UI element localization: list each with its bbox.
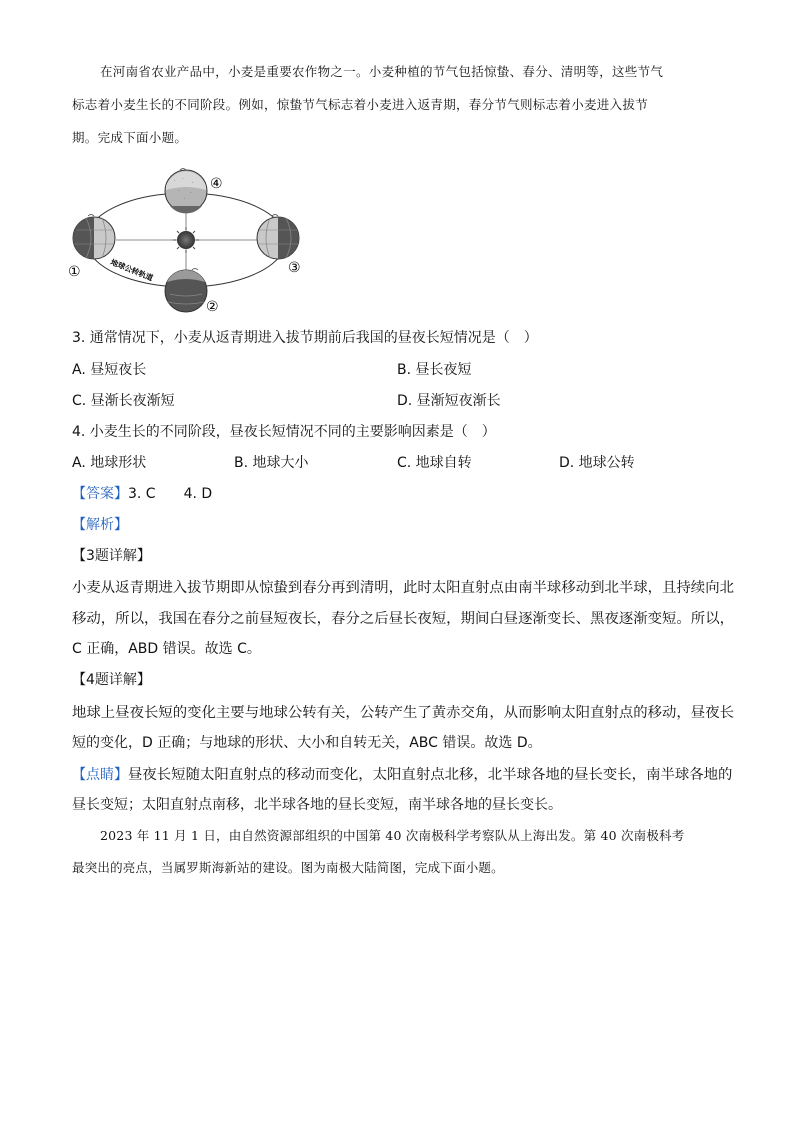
detail-3-label: 【3题详解】 xyxy=(72,548,151,564)
label-position-2: ② xyxy=(206,299,219,315)
tip-line-2: 昼长变短；太阳直射点南移，北半球各地的昼长变短，南半球各地的昼长变长。 xyxy=(72,797,562,813)
svg-text:·: · xyxy=(192,180,194,186)
tip-label: 【点睛】 xyxy=(72,767,128,783)
detail-3-line-1: 小麦从返青期进入拔节期即从惊蛰到春分再到清明，此时太阳直射点由南半球移动到北半球，且持续向北 xyxy=(72,580,734,596)
label-position-3: ③ xyxy=(288,260,301,276)
q4-option-b: B. 地球大小 xyxy=(234,455,309,471)
next-line-2: 最突出的亮点，当属罗斯海新站的建设。图为南极大陆简图，完成下面小题。 xyxy=(72,860,504,875)
svg-text:·: · xyxy=(184,196,186,202)
intro-line-1: 在河南省农业产品中，小麦是重要农作物之一。小麦种植的节气包括惊蛰、春分、清明等，这些节气 xyxy=(100,64,664,79)
q3-option-c: C. 昼渐长夜渐短 xyxy=(72,393,175,409)
next-line-1: 2023 年 11 月 1 日，由自然资源部组织的中国第 40 次南极科学考察队从上海出发。第 40 次南极科考 xyxy=(100,828,685,843)
detail-4-label: 【4题详解】 xyxy=(72,672,151,688)
label-position-4: ④ xyxy=(210,176,223,192)
tip-row xyxy=(72,763,732,784)
orbit-label: 地球公转轨道 xyxy=(109,257,155,283)
question-3-stem: 3. 通常情况下，小麦从返青期进入拔节期前后我国的昼夜长短情况是（ ） xyxy=(72,330,538,346)
svg-text:·: · xyxy=(178,188,180,194)
earth-position-1-icon xyxy=(73,217,115,259)
question-4-stem: 4. 小麦生长的不同阶段，昼夜长短情况不同的主要影响因素是（ ） xyxy=(72,424,496,440)
q4-option-c: C. 地球自转 xyxy=(397,455,472,471)
detail-3-line-3: C 正确，ABD 错误。故选 C。 xyxy=(72,641,261,657)
svg-text:·: · xyxy=(182,176,184,182)
answer-text: 3. C 4. D xyxy=(128,486,213,502)
intro-line-3: 期。完成下面小题。 xyxy=(72,130,188,145)
detail-3-line-2: 移动，所以，我国在春分之前昼短夜长，春分之后昼长夜短，期间白昼逐渐变长、黑夜逐渐变短。所以， xyxy=(72,611,734,627)
answer-row xyxy=(72,483,212,503)
answer-label: 【答案】 xyxy=(72,486,128,502)
label-position-1: ① xyxy=(68,264,81,280)
svg-text:·: · xyxy=(174,178,176,184)
q3-option-d: D. 昼渐短夜渐长 xyxy=(397,393,501,409)
q3-option-b: B. 昼长夜短 xyxy=(397,362,472,378)
orbit-diagram xyxy=(66,166,316,316)
q4-option-d: D. 地球公转 xyxy=(559,455,635,471)
earth-position-4-icon xyxy=(165,170,207,213)
svg-text:·: · xyxy=(190,190,192,196)
q3-option-a: A. 昼短夜长 xyxy=(72,362,147,378)
earth-position-2-icon xyxy=(165,270,207,312)
earth-position-3-icon xyxy=(257,217,299,259)
detail-4-line-2: 短的变化，D 正确；与地球的形状、大小和自转无关，ABC 错误。故选 D。 xyxy=(72,735,542,751)
intro-line-2: 标志着小麦生长的不同阶段。例如，惊蛰节气标志着小麦进入返青期，春分节气则标志着小麦进入拔节 xyxy=(72,97,649,112)
tip-line-1: 昼夜长短随太阳直射点的移动而变化，太阳直射点北移，北半球各地的昼长变长，南半球各地的 xyxy=(128,767,733,783)
orbit-figure xyxy=(66,166,316,316)
detail-4-line-1: 地球上昼夜长短的变化主要与地球公转有关，公转产生了黄赤交角，从而影响太阳直射点的移动，昼夜长 xyxy=(72,705,734,721)
q4-option-a: A. 地球形状 xyxy=(72,455,147,471)
analysis-label: 【解析】 xyxy=(72,517,128,533)
